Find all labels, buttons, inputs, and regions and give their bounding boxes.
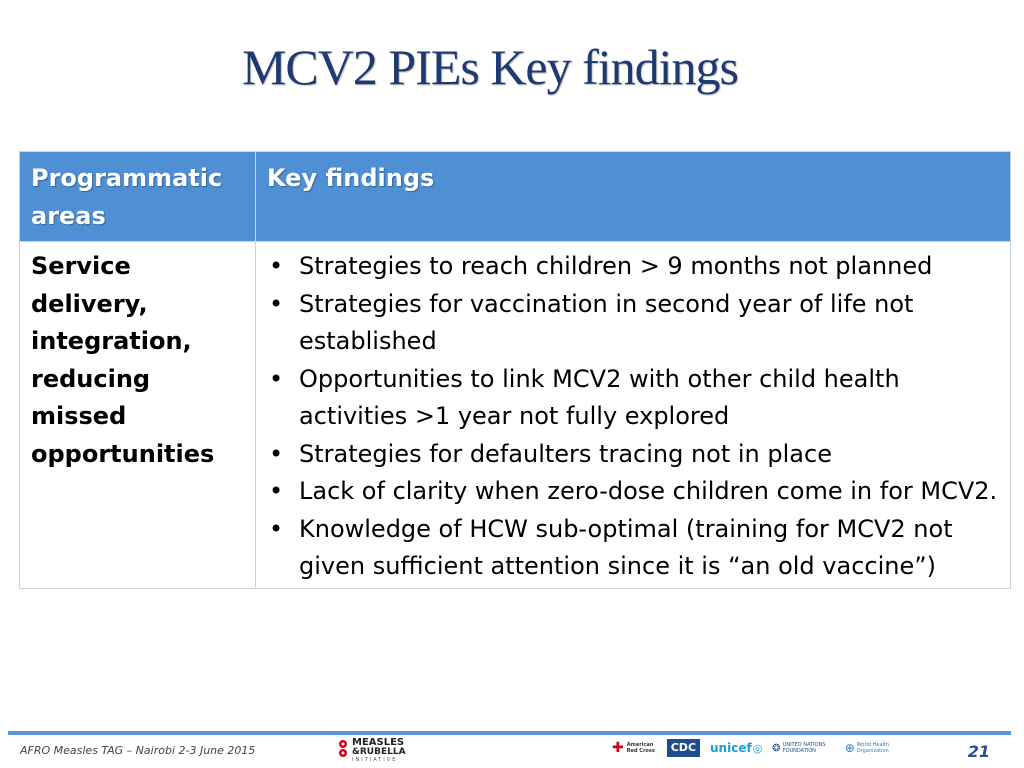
finding-item: • Knowledge of HCW sub-optimal (training for MCV2 not given sufficient attention since it is “an old vaccine”) bbox=[267, 511, 1000, 586]
who-line1: World Health bbox=[856, 742, 890, 748]
who-logo bbox=[845, 741, 893, 755]
header-key-findings: Key findings bbox=[256, 152, 1011, 242]
unicef-logo bbox=[710, 741, 762, 755]
arc-line1: American bbox=[626, 742, 654, 748]
finding-item: • Strategies for defaulters tracing not in place bbox=[267, 436, 1000, 474]
arc-line2: Red Cross bbox=[626, 748, 655, 754]
page-number: 21 bbox=[967, 742, 990, 761]
finding-item: • Strategies to reach children > 9 months not planned bbox=[267, 248, 1000, 286]
un-emblem-icon: ❂ bbox=[772, 742, 781, 754]
footer-divider bbox=[8, 731, 1011, 735]
red-cross-icon: ✚ bbox=[612, 740, 624, 756]
unf-line1: UNITED NATIONS bbox=[782, 742, 826, 748]
unicef-globe-icon: ◎ bbox=[752, 741, 763, 755]
unicef-logo-text: unicef bbox=[710, 741, 752, 755]
footer-text: AFRO Measles TAG – Nairobi 2-3 June 2015 bbox=[20, 744, 256, 757]
finding-item: • Lack of clarity when zero-dose children come in for MCV2. bbox=[267, 473, 1000, 511]
measles-rubella-mark-icon bbox=[336, 739, 350, 759]
programmatic-area-cell: Service delivery, integration, reducing missed opportunities bbox=[20, 242, 256, 589]
header-programmatic-areas: Programmatic areas bbox=[20, 152, 256, 242]
who-line2: Organization bbox=[856, 748, 889, 754]
who-emblem-icon: ⊕ bbox=[844, 741, 855, 755]
table-row bbox=[20, 242, 1011, 589]
rubella-logo-text: &RUBELLA bbox=[352, 747, 406, 757]
cdc-logo bbox=[667, 739, 700, 757]
initiative-logo-text: INITIATIVE bbox=[352, 757, 398, 763]
partner-logos bbox=[612, 737, 903, 759]
cdc-logo-text: CDC bbox=[667, 739, 700, 757]
un-foundation-logo bbox=[772, 742, 834, 754]
measles-logo-text: MEASLES bbox=[352, 737, 405, 748]
finding-item: • Opportunities to link MCV2 with other child health activities >1 year not fully explored bbox=[267, 361, 1000, 436]
slide-title: MCV2 PIEs Key findings bbox=[241, 39, 739, 95]
findings-table bbox=[19, 151, 1011, 589]
measles-rubella-initiative-logo bbox=[336, 737, 411, 763]
table-header-row bbox=[20, 152, 1011, 242]
key-findings-cell bbox=[256, 242, 1011, 589]
findings-list bbox=[267, 248, 1000, 586]
finding-item: • Strategies for vaccination in second year of life not established bbox=[267, 286, 1000, 361]
unf-line2: FOUNDATION bbox=[782, 748, 816, 754]
american-red-cross-logo bbox=[612, 740, 657, 756]
